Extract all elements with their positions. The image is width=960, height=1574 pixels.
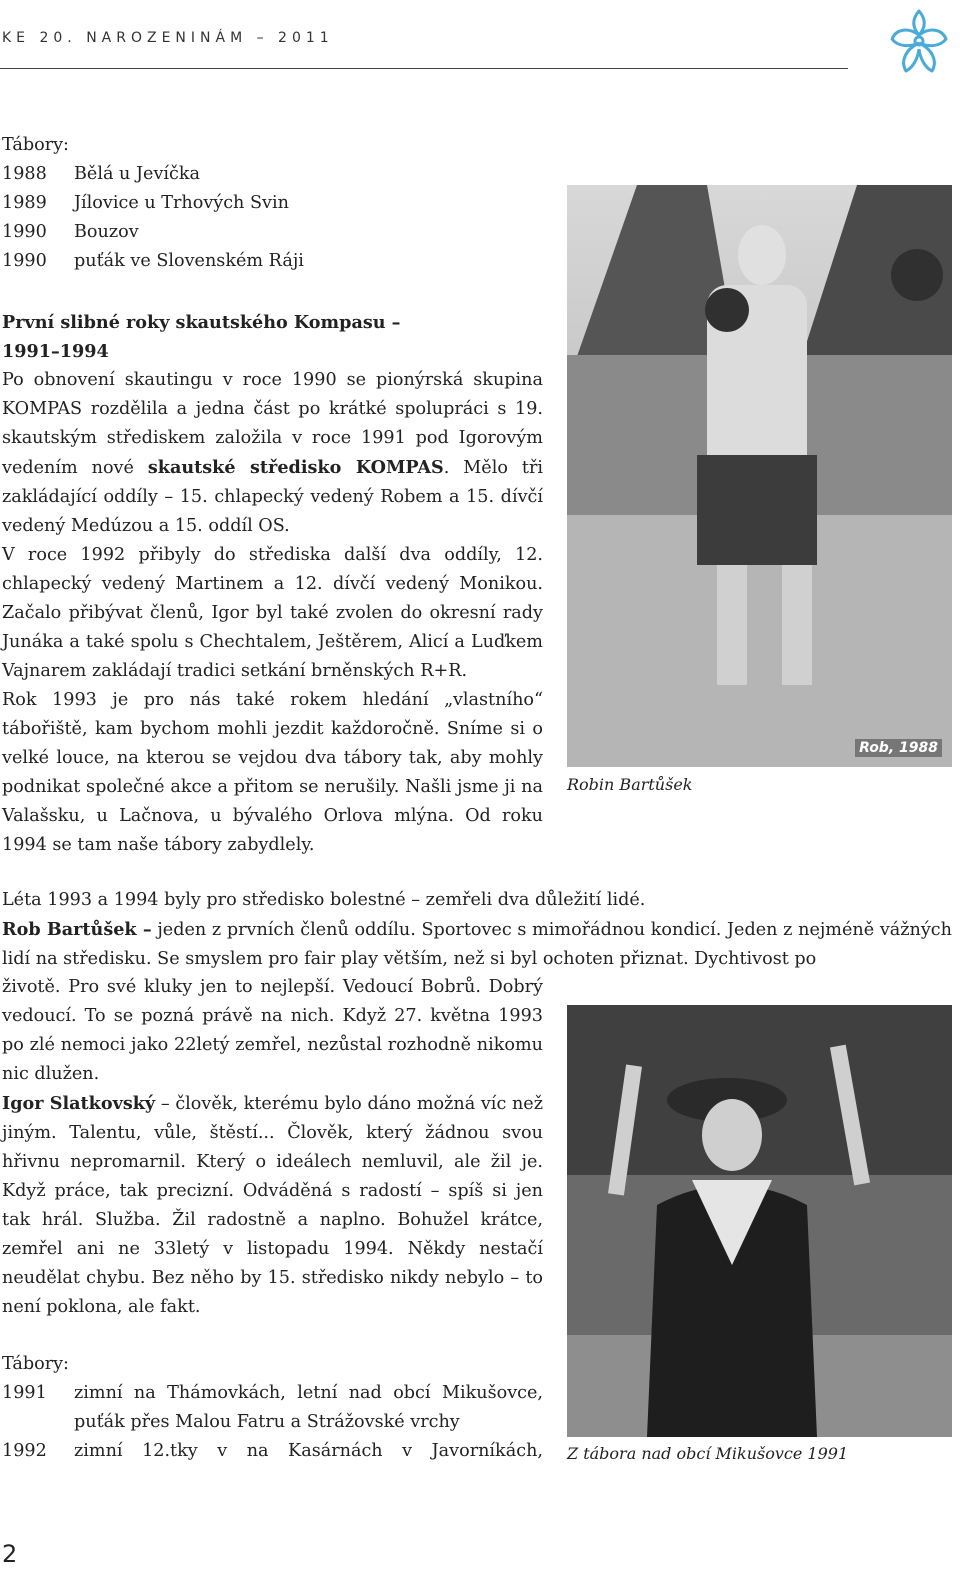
camp-year: 1988: [2, 164, 47, 184]
camp-place: Bělá u Jevíčka: [74, 164, 201, 184]
camp-year: 1990: [2, 222, 47, 242]
camp-row: [2, 160, 562, 189]
memorial-wide: [2, 886, 952, 974]
camp-row: [2, 218, 562, 247]
paragraph-text: . Mělo tři zakládající oddíly – 15. chlapecký vedený Robem a 15. dívčí vedený Medúzou a 15. oddíl OS.: [2, 458, 543, 536]
photo-robin-image: [567, 185, 952, 767]
camp-place: Jílovice u Trhových Svin: [74, 193, 289, 213]
memorial-narrow: [2, 973, 543, 1322]
camp-row: [2, 189, 562, 218]
section-body: [2, 308, 543, 860]
memorial-text: jeden z prvních členů oddílu. Sportovec s mimořádnou kondicí. Jeden z nejméně vážných lidí na středisku. Se smyslem pro fair play větším, než si byl ochoten přiznat. Dychtivost po: [2, 920, 952, 969]
camp-row: [2, 247, 562, 276]
camps-list-2: [2, 1350, 543, 1466]
photo-label: Rob, 1988: [855, 739, 942, 757]
section-title: První slibné roky skautského Kompasu –: [2, 312, 401, 333]
camps-heading: Tábory:: [2, 135, 69, 155]
paragraph-1993: Rok 1993 je pro nás také rokem hledání „vlastního“ tábořiště, kam bychom mohli jezdit každoročně. Sníme si o velké louce, na kterou se vejdou dva tábory tak, aby mohly podnikat společné akce a přitom se nerušily. Našli jsme ji na Valašsku, u Lačnova, u bývalého Orlova mlýna. Od roku 1994 se tam naše tábory zabydlely.: [2, 690, 543, 855]
photo-robin: [567, 185, 952, 767]
photo-camp: [567, 1005, 952, 1437]
paragraph-text: Po obnovení skautingu v roce 1990 se pionýrská skupina KOMPAS rozdělila a jedna část po krátké spolupráci s 19. skautským střediskem založila v roce 1991 pod Igorovým vedením nové: [2, 370, 543, 478]
camp-year: 1990: [2, 251, 47, 271]
memorial-rob: [2, 915, 952, 974]
section-years: 1991–1994: [2, 341, 109, 362]
camp-place: puťák ve Slovenském Ráji: [74, 251, 304, 271]
camp-year: 1989: [2, 193, 47, 213]
memorial-text: životě. Pro své kluky jen to nejlepší. Vedoucí Bobrů. Dobrý vedoucí. To se pozná právě na nich. Když 27. května 1993 po zlé nemoci jako 22letý zemřel, nezůstal rozhodně nikomu nic dlužen.: [2, 977, 543, 1084]
running-header: KE 20. NAROZENINÁM – 2011: [2, 30, 334, 46]
camp-place: zimní na Thámovkách, letní nad obcí Mikušovce, puťák přes Malou Fatru a Strážovské vrchy: [74, 1383, 543, 1432]
highlight-text: skautské středisko KOMPAS: [147, 457, 444, 478]
camps-list-1: [2, 131, 562, 276]
camp-row: [2, 1437, 543, 1466]
paragraph-1992: V roce 1992 přibyly do střediska další dva oddíly, 12. chlapecký vedený Martinem a 12. dívčí vedený Monikou. Začalo přibývat členů, Igor byl také zvolen do okresní rady Junáka a také spolu s Chechtalem, Ještěrem, Alicí a Luďkem Vajnarem zakládají tradici setkání brněnských R+R.: [2, 545, 543, 681]
scout-lily-logo-icon: [880, 5, 958, 83]
photo-camp-image: [567, 1005, 952, 1437]
camp-place: Bouzov: [74, 222, 139, 242]
photo-camp-caption: Z tábora nad obcí Mikušovce 1991: [567, 1444, 849, 1463]
camps-heading: Tábory:: [2, 1354, 69, 1374]
memorial-igor: [2, 1089, 543, 1322]
page-number: 2: [2, 1540, 18, 1568]
camp-year: 1992: [2, 1441, 47, 1461]
header-divider: [0, 68, 848, 69]
photo-robin-caption: Robin Bartůšek: [567, 775, 693, 794]
memorial-name: Rob Bartůšek –: [2, 919, 152, 940]
memorial-name: Igor Slatkovský: [2, 1093, 156, 1114]
memorial-intro: Léta 1993 a 1994 byly pro středisko bolestné – zemřeli dva důležití lidé.: [2, 890, 646, 910]
memorial-text: – člověk, kterému bylo dáno možná víc než jiným. Talentu, vůle, štěstí... Člověk, který žádnou svou hřivnu nepromarnil. Který o ideálech nemluvil, ale žil je. Když práce, tak precizní. Odváděná s radostí – spíš si jen tak hrál. Služba. Žil radostně a naplno. Bohužel krátce, zemřel ani ne 33letý v listopadu 1994. Někdy nestačí neudělat chybu. Bez něho by 15. středisko nikdy nebylo – to není poklona, ale fakt.: [2, 1094, 543, 1317]
camp-row: [2, 1379, 543, 1437]
camp-place: zimní 12.tky v na Kasárnách v Javorníkách,: [74, 1441, 543, 1461]
camp-year: 1991: [2, 1383, 47, 1403]
paragraph-founding: [2, 366, 543, 541]
